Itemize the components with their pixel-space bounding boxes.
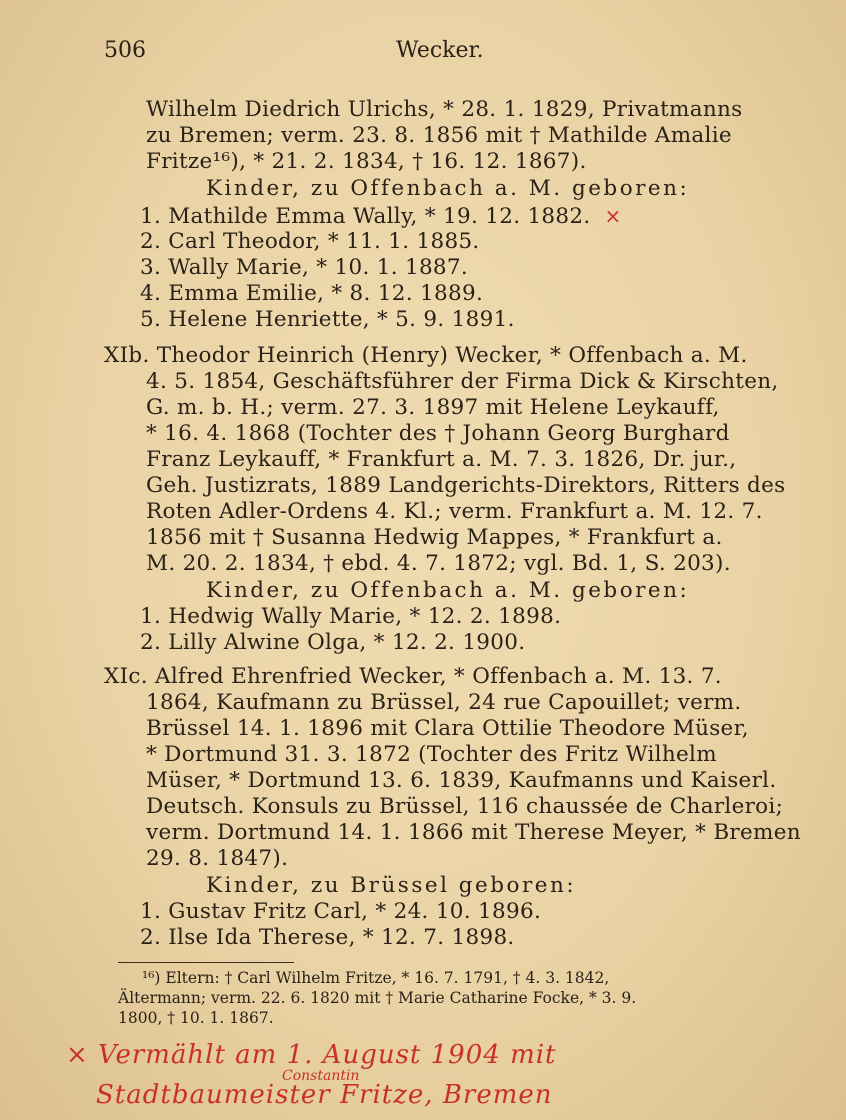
entry-heading: XIc. Alfred Ehrenfried Wecker, * Offenbach a. M. 13. 7. (104, 664, 722, 689)
list-item: 2. Lilly Alwine Olga, * 12. 2. 1900. (140, 630, 526, 655)
text-line: Deutsch. Konsuls zu Brüssel, 116 chaussée de Charleroi; (146, 794, 784, 819)
list-item: 4. Emma Emilie, * 8. 12. 1889. (140, 281, 484, 306)
text-line: Franz Leykauff, * Frankfurt a. M. 7. 3. 1826, Dr. jur., (146, 447, 737, 472)
list-item: 2. Carl Theodor, * 11. 1. 1885. (140, 229, 480, 254)
page-number: 506 (104, 38, 146, 63)
text-line: 4. 5. 1854, Geschäftsführer der Firma Dick & Kirschten, (146, 369, 779, 394)
section-heading: Kinder, zu Offenbach a. M. geboren: (206, 578, 690, 603)
list-item: 1. Hedwig Wally Marie, * 12. 2. 1898. (140, 604, 562, 629)
text-line: Wilhelm Diedrich Ulrichs, * 28. 1. 1829, Privatmanns (146, 97, 743, 122)
footnote-rule (118, 962, 294, 963)
list-item: 2. Ilse Ida Therese, * 12. 7. 1898. (140, 925, 515, 950)
running-title: Wecker. (396, 38, 484, 63)
list-item: 3. Wally Marie, * 10. 1. 1887. (140, 255, 469, 280)
handwritten-insertion: Constantin (282, 1068, 360, 1084)
handwritten-note-line-1: × Vermählt am 1. August 1904 mit (66, 1040, 557, 1070)
list-item: 1. Gustav Fritz Carl, * 24. 10. 1896. (140, 899, 542, 924)
text-line: 1856 mit † Susanna Hedwig Mappes, * Frankfurt a. (146, 525, 723, 550)
text-line: G. m. b. H.; verm. 27. 3. 1897 mit Helene Leykauff, (146, 395, 720, 420)
section-heading: Kinder, zu Brüssel geboren: (206, 873, 577, 898)
text-line: Brüssel 14. 1. 1896 mit Clara Ottilie Theodore Müser, (146, 716, 749, 741)
text-line: zu Bremen; verm. 23. 8. 1856 mit † Mathilde Amalie (146, 123, 732, 148)
text-line: Fritze¹⁶), * 21. 2. 1834, † 16. 12. 1867). (146, 149, 587, 174)
text-line: M. 20. 2. 1834, † ebd. 4. 7. 1872; vgl. Bd. 1, S. 203). (146, 551, 731, 576)
list-item (140, 202, 622, 231)
text-line: 29. 8. 1847). (146, 846, 289, 871)
handwritten-note-line-2: Stadtbaumeister Fritze, Bremen (96, 1080, 553, 1110)
text-line: * 16. 4. 1868 (Tochter des † Johann Georg Burghard (146, 421, 730, 446)
red-cross-mark: × (604, 204, 622, 228)
section-heading: Kinder, zu Offenbach a. M. geboren: (206, 176, 690, 201)
list-item-text: 1. Mathilde Emma Wally, * 19. 12. 1882. (140, 204, 591, 229)
entry-heading: XIb. Theodor Heinrich (Henry) Wecker, * Offenbach a. M. (104, 343, 748, 368)
text-line: verm. Dortmund 14. 1. 1866 mit Therese Meyer, * Bremen (146, 820, 801, 845)
text-line: Roten Adler-Ordens 4. Kl.; verm. Frankfurt a. M. 12. 7. (146, 499, 763, 524)
text-line: Müser, * Dortmund 13. 6. 1839, Kaufmanns und Kaiserl. (146, 768, 777, 793)
footnote-line: Ältermann; verm. 22. 6. 1820 mit † Marie Catharine Focke, * 3. 9. (118, 989, 637, 1007)
text-line: Geh. Justizrats, 1889 Landgerichts-Direktors, Ritters des (146, 473, 786, 498)
text-line: 1864, Kaufmann zu Brüssel, 24 rue Capouillet; verm. (146, 690, 742, 715)
text-line: * Dortmund 31. 3. 1872 (Tochter des Fritz Wilhelm (146, 742, 717, 767)
footnote-line: ¹⁶) Eltern: † Carl Wilhelm Fritze, * 16. 7. 1791, † 4. 3. 1842, (142, 969, 610, 987)
list-item: 5. Helene Henriette, * 5. 9. 1891. (140, 307, 515, 332)
footnote-line: 1800, † 10. 1. 1867. (118, 1009, 274, 1027)
